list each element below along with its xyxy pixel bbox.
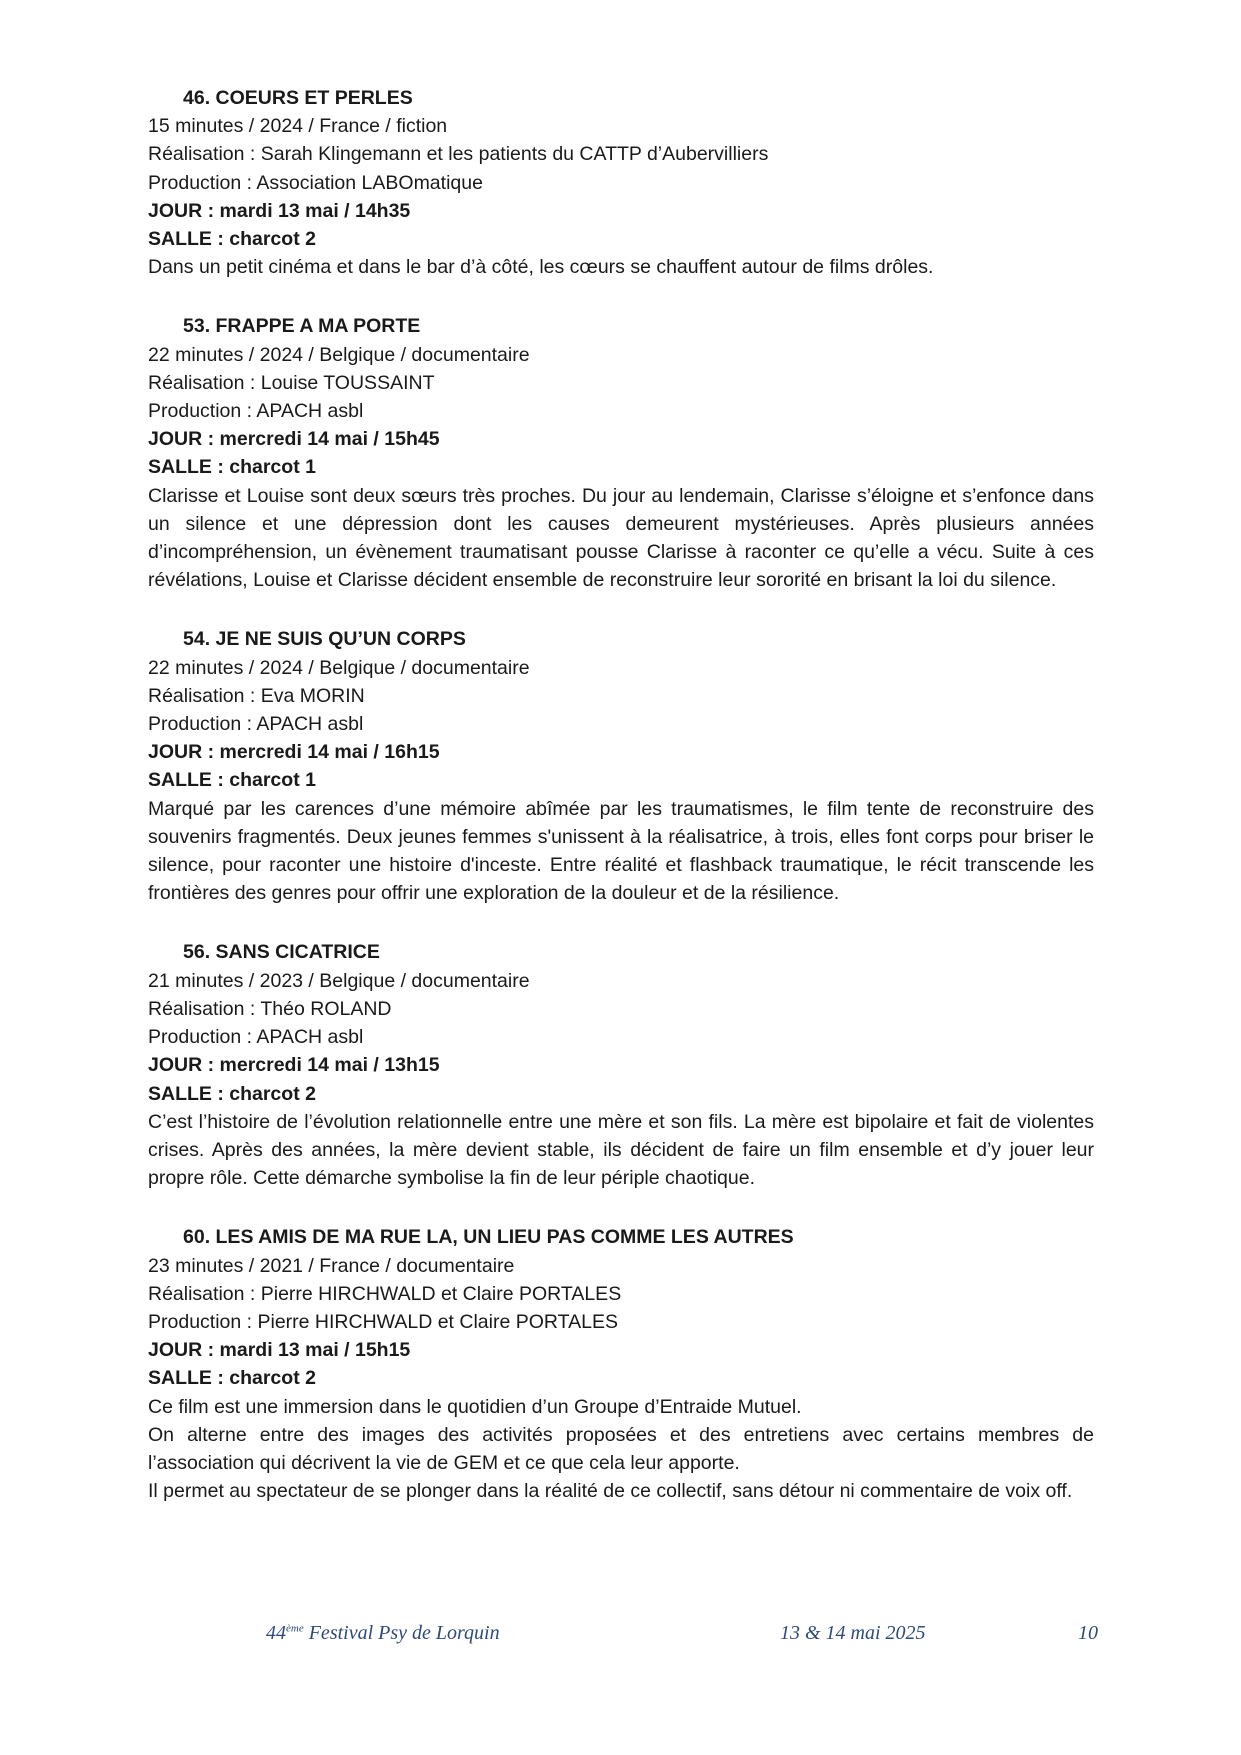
document-page <box>148 84 1094 1536</box>
film-jour: JOUR : mercredi 14 mai / 13h15 <box>148 1054 440 1077</box>
film-entry-46 <box>148 84 1094 281</box>
footer-page-number: 10 <box>1078 1622 1098 1644</box>
film-salle: SALLE : charcot 1 <box>148 769 316 792</box>
film-description: Marqué par les carences d’une mémoire abîmée par les traumatismes, le film tente de reconstruire des souvenirs fragmentés. Deux jeunes femmes s'unissent à la réalisatrice, à trois, elles font corps pour briser le silence, pour raconter une histoire d'inceste. Entre réalité et flashback traumatique, le récit transcende les frontières des genres pour offrir une exploration de la douleur et de la résilience. <box>148 797 1094 905</box>
footer-edition-number: 44 <box>266 1622 286 1644</box>
film-production: Production : Association LABOmatique <box>148 171 483 194</box>
film-description: Il permet au spectateur de se plonger dans la réalité de ce collectif, sans détour ni commentaire de voix off. <box>148 1480 1073 1503</box>
footer-festival <box>266 1622 500 1645</box>
film-realisation: Réalisation : Théo ROLAND <box>148 997 392 1020</box>
film-salle: SALLE : charcot 2 <box>148 1367 316 1390</box>
film-realisation: Réalisation : Eva MORIN <box>148 684 365 707</box>
film-description: Ce film est une immersion dans le quotidien d’un Groupe d’Entraide Mutuel. <box>148 1395 802 1418</box>
film-info: 21 minutes / 2023 / Belgique / documentaire <box>148 969 530 992</box>
film-title: 46. COEURS ET PERLES <box>183 87 413 109</box>
film-entry-54 <box>148 625 1094 907</box>
film-info: 22 minutes / 2024 / Belgique / documentaire <box>148 656 530 679</box>
film-description: Clarisse et Louise sont deux sœurs très proches. Du jour au lendemain, Clarisse s’éloigne et s’enfonce dans un silence et une dépression dont les causes demeurent mystérieuses. Après plusieurs années d’incompréhension, un évènement traumatisant pousse Clarisse à raconter ce qu’elle a vécu. Suite à ces révélations, Louise et Clarisse décident ensemble de reconstruire leur sororité en brisant la loi du silence. <box>148 484 1094 592</box>
film-entry-53 <box>148 312 1094 594</box>
page-footer <box>0 1622 1241 1652</box>
footer-festival-name: Festival Psy de Lorquin <box>303 1622 500 1644</box>
film-entry-60 <box>148 1223 1094 1505</box>
film-entry-56 <box>148 938 1094 1192</box>
film-production: Production : APACH asbl <box>148 1026 364 1049</box>
footer-dates: 13 & 14 mai 2025 <box>780 1622 926 1644</box>
film-realisation: Réalisation : Louise TOUSSAINT <box>148 371 435 394</box>
film-jour: JOUR : mardi 13 mai / 15h15 <box>148 1339 411 1362</box>
film-production: Production : APACH asbl <box>148 400 364 423</box>
film-production: Production : APACH asbl <box>148 713 364 736</box>
footer-edition-suffix: ème <box>286 1622 304 1635</box>
film-title: 56. SANS CICATRICE <box>183 941 380 964</box>
film-salle: SALLE : charcot 2 <box>148 228 316 251</box>
film-description: On alterne entre des images des activités proposées et des entretiens avec certains membres de l’association qui décrivent la vie de GEM et ce que cela leur apporte. <box>148 1423 1094 1474</box>
film-title: 54. JE NE SUIS QU’UN CORPS <box>183 628 466 651</box>
film-title: 53. FRAPPE A MA PORTE <box>183 315 421 338</box>
film-title: 60. LES AMIS DE MA RUE LA, UN LIEU PAS COMME LES AUTRES <box>183 1226 794 1249</box>
film-description: Dans un petit cinéma et dans le bar d’à côté, les cœurs se chauffent autour de films drôles. <box>148 256 934 279</box>
film-salle: SALLE : charcot 2 <box>148 1082 316 1105</box>
film-description: C’est l’histoire de l’évolution relationnelle entre une mère et son fils. La mère est bipolaire et fait de violentes crises. Après des années, la mère devient stable, ils décident de faire un film ensemble et d’y jouer leur propre rôle. Cette démarche symbolise la fin de leur périple chaotique. <box>148 1110 1094 1190</box>
film-realisation: Réalisation : Pierre HIRCHWALD et Claire PORTALES <box>148 1282 622 1305</box>
film-salle: SALLE : charcot 1 <box>148 456 316 479</box>
film-jour: JOUR : mardi 13 mai / 14h35 <box>148 199 411 222</box>
film-production: Production : Pierre HIRCHWALD et Claire PORTALES <box>148 1310 618 1333</box>
film-info: 22 minutes / 2024 / Belgique / documentaire <box>148 343 530 366</box>
film-info: 15 minutes / 2024 / France / fiction <box>148 115 448 138</box>
film-jour: JOUR : mercredi 14 mai / 16h15 <box>148 741 440 764</box>
film-realisation: Réalisation : Sarah Klingemann et les patients du CATTP d’Aubervilliers <box>148 143 769 166</box>
film-info: 23 minutes / 2021 / France / documentaire <box>148 1254 515 1277</box>
film-jour: JOUR : mercredi 14 mai / 15h45 <box>148 428 440 451</box>
